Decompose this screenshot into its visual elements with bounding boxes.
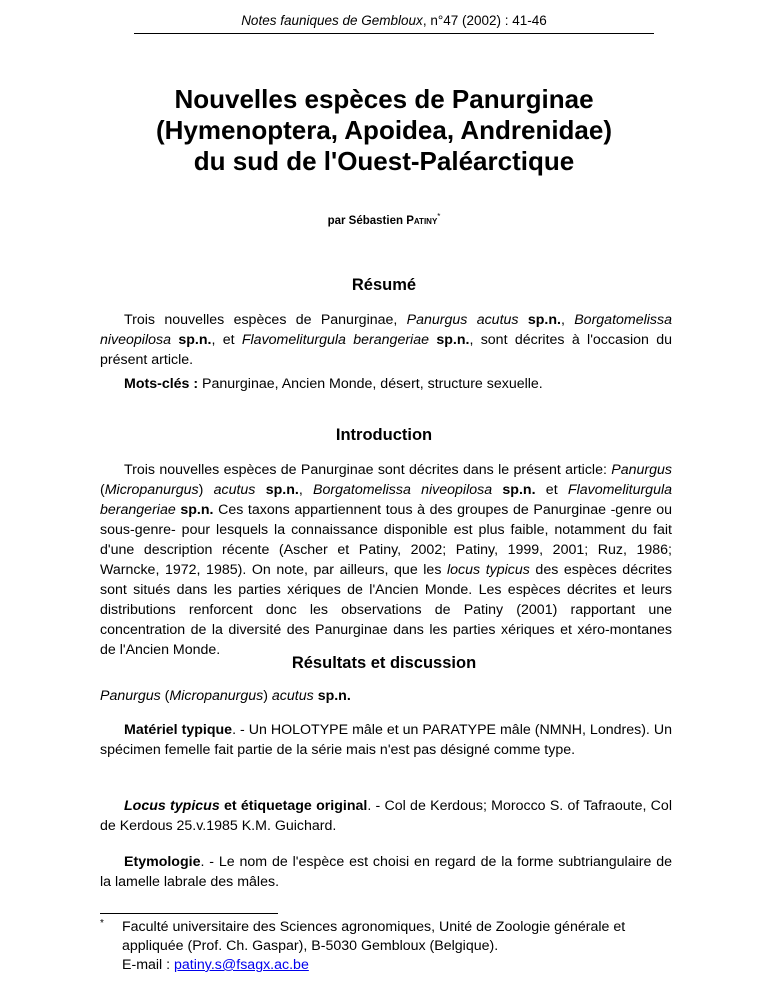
intro-text-6: Ces taxons appartiennent tous à des groupes de Panurginae -genre ou sous-genre- pour lesquels la connaissance disponible est plus faible, notamment du fait d'une description récente (Ascher et Patiny, 2002; Patiny, 1999, 2001; Ruz, 1986; Warncke, 1972, 1985). On note, par ailleurs, que les <box>100 502 672 578</box>
intro-sp-n-2: sp.n. <box>502 482 536 498</box>
byline-prefix: par Sébastien <box>327 214 407 227</box>
resume-text-3: , et <box>211 332 242 348</box>
species-name-2: Borgatomelissa niveopilosa <box>100 312 673 348</box>
footnote <box>100 918 672 975</box>
author-footnote-mark: * <box>437 212 441 221</box>
intro-text-4: , <box>298 482 314 498</box>
title-line-2: (Hymenoptera, Apoidea, Andrenidae) <box>155 115 613 145</box>
footnote-affiliation: Faculté universitaire des Sciences agronomiques, Unité de Zoologie générale et appliquée (Prof. Ch. Gaspar), B-5030 Gembloux (Belgique). <box>122 919 626 954</box>
results-epithet: acutus <box>271 688 314 704</box>
locus-paragraph <box>100 796 672 836</box>
etymologie-text: . - Le nom de l'espèce est choisi en regard de la forme subtriangulaire de la lamelle labrale des mâles. <box>100 854 672 890</box>
species-heading-line <box>100 686 672 706</box>
locus-label-rest: et étiquetage original <box>219 798 368 814</box>
footnote-body <box>122 918 672 975</box>
locus-label-italic: Locus typicus <box>124 798 220 814</box>
title-line-3: du sud de l'Ouest-Paléarctique <box>193 146 575 176</box>
species-name-1: Panurgus acutus <box>406 312 519 328</box>
keywords-paragraph <box>100 374 672 394</box>
email-label: E-mail : <box>122 957 175 973</box>
results-text-1: ( <box>160 688 170 704</box>
results-subgenus: Micropanurgus <box>169 688 264 704</box>
intro-sp-n-3: sp.n. <box>180 502 214 518</box>
results-heading: Résultats et discussion <box>291 654 477 672</box>
keywords-label: Mots-clés : <box>124 376 199 392</box>
sp-n-2: sp.n. <box>178 332 212 348</box>
author-surname: Patiny <box>406 214 438 227</box>
locus-text: . - Col de Kerdous; Morocco S. of Tafraoute, Col de Kerdous 25.v.1985 K.M. Guichard. <box>100 798 672 834</box>
intro-text-3: ) <box>198 482 214 498</box>
intro-genus-1: Panurgus <box>611 462 672 478</box>
etymologie-paragraph <box>100 852 672 892</box>
title-line-1: Nouvelles espèces de Panurginae <box>174 84 594 114</box>
resume-text-4: , sont décrites à l'occasion du présent article. <box>100 332 672 368</box>
resume-heading: Résumé <box>351 276 417 294</box>
keywords-text: Panurginae, Ancien Monde, désert, structure sexuelle. <box>198 376 543 392</box>
footnote-mark: * <box>100 918 104 929</box>
results-genus: Panurgus <box>100 688 161 704</box>
article-title <box>100 84 668 177</box>
intro-locus-typicus: locus typicus <box>447 562 530 578</box>
intro-species-3: Flavomeliturgula berangeriae <box>100 482 673 518</box>
intro-epithet-1: acutus <box>213 482 256 498</box>
species-name-3: Flavomeliturgula berangeriae <box>241 332 429 348</box>
results-text-2: ) <box>263 688 272 704</box>
introduction-heading: Introduction <box>335 426 433 444</box>
intro-text-7: des espèces décrites sont situés dans les parties xériques de l'Ancien Monde. Les espèces décrites et leurs distributions renforcent donc les observations de Patiny (2001) rapportant une concentration de la diversité des Panurginae dans les parties xériques et xéro-montanes de l'Ancien Monde. <box>100 562 672 658</box>
materiel-paragraph <box>100 720 672 760</box>
sp-n-1: sp.n. <box>527 312 561 328</box>
resume-text-1: Trois nouvelles espèces de Panurginae, <box>124 312 407 328</box>
email-link[interactable]: patiny.s@fsagx.ac.be <box>174 957 309 973</box>
running-header <box>134 12 654 34</box>
introduction-paragraph <box>100 460 672 660</box>
materiel-label: Matériel typique <box>124 722 233 738</box>
materiel-text: . - Un HOLOTYPE mâle et un PARATYPE mâle (NMNH, Londres). Un spécimen femelle fait partie de la série mais n'est pas désigné comme type. <box>100 722 672 758</box>
etymologie-label: Etymologie <box>124 854 201 870</box>
footnote-separator <box>100 913 278 914</box>
resume-paragraph <box>100 310 672 370</box>
author-byline <box>100 212 668 227</box>
results-sp-n: sp.n. <box>317 688 351 704</box>
intro-species-2: Borgatomelissa niveopilosa <box>313 482 493 498</box>
journal-name: Notes fauniques de Gembloux <box>241 13 423 28</box>
sp-n-3: sp.n. <box>436 332 470 348</box>
intro-text-1: Trois nouvelles espèces de Panurginae sont décrites dans le présent article: <box>124 462 612 478</box>
journal-issue: , n°47 (2002) : 41-46 <box>422 13 547 28</box>
intro-text-5: et <box>535 482 568 498</box>
intro-subgenus-1: Micropanurgus <box>104 482 199 498</box>
intro-text-2: ( <box>100 482 105 498</box>
intro-sp-n-1: sp.n. <box>265 482 299 498</box>
resume-text-2: , <box>560 312 575 328</box>
